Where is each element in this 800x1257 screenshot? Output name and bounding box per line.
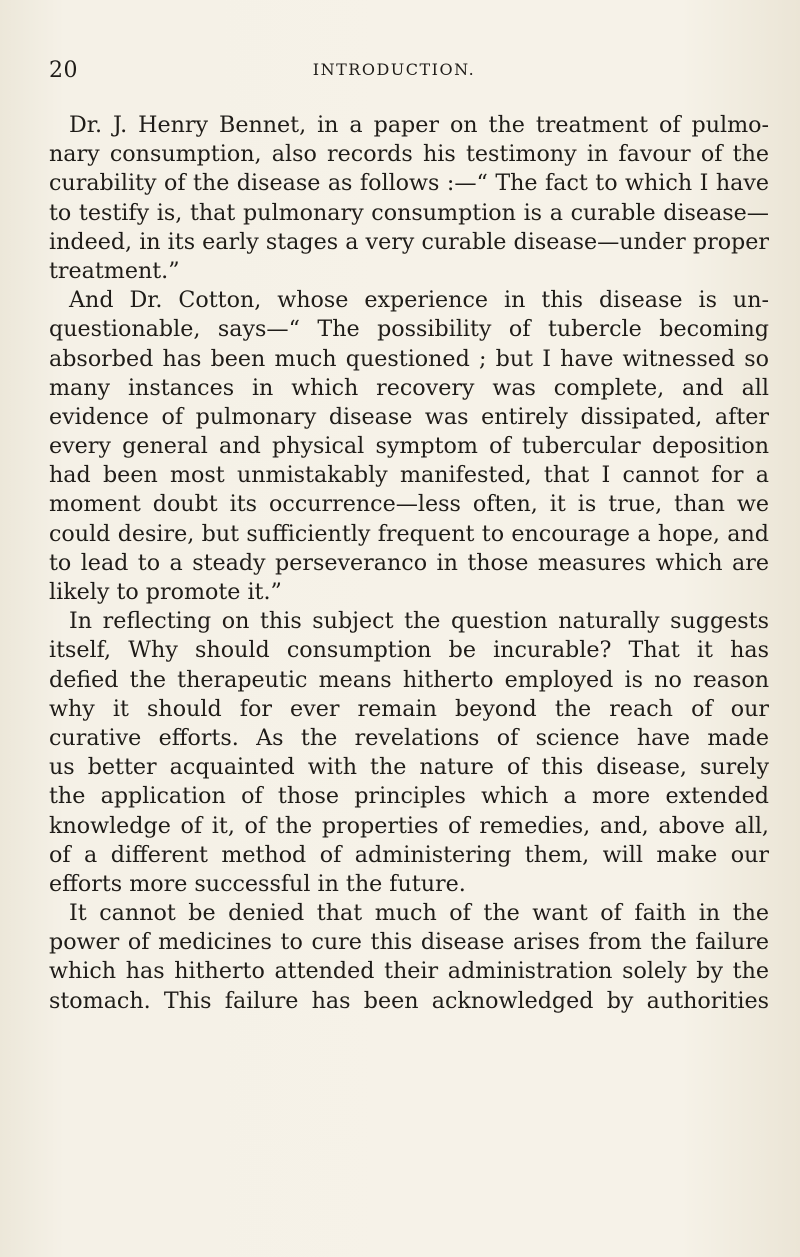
text-line: curative efforts. As the revelations of science have made: [49, 724, 769, 751]
text-line: the application of those principles which a more extended: [49, 783, 769, 810]
text-line: many instances in which recovery was complete, and all: [49, 374, 769, 401]
text-line: It cannot be denied that much of the want of faith in the: [69, 900, 769, 927]
text-line: efforts more successful in the future.: [49, 870, 466, 897]
text-line: questionable, says—“ The possibility of tubercle becoming: [49, 316, 769, 343]
text-line: to lead to a steady perseveranco in those measures which are: [49, 549, 769, 576]
text-line: absorbed has been much questioned ; but I have witnessed so: [49, 345, 769, 372]
text-line: could desire, but sufficiently frequent to encourage a hope, and: [49, 520, 769, 547]
text-line: why it should for ever remain beyond the reach of our: [49, 695, 769, 722]
text-line: every general and physical symptom of tubercular deposition: [49, 433, 769, 460]
text-line: stomach. This failure has been acknowledged by authorities: [49, 987, 769, 1014]
text-line: Dr. J. Henry Bennet, in a paper on the treatment of pulmo-: [69, 112, 769, 138]
text-line: indeed, in its early stages a very curable disease—under proper: [49, 228, 769, 255]
text-line: moment doubt its occurrence—less often, it is true, than we: [49, 491, 769, 518]
text-line: to testify is, that pulmonary consumption is a curable disease—: [49, 199, 769, 226]
text-line: defied the therapeutic means hitherto employed is no reason: [49, 666, 769, 693]
text-line: which has hitherto attended their administration solely by the: [49, 958, 769, 985]
text-line: evidence of pulmonary disease was entirely dissipated, after: [49, 403, 769, 430]
text-line: knowledge of it, of the properties of remedies, and, above all,: [49, 812, 769, 839]
page-number: 20: [49, 58, 78, 83]
text-line: of a different method of administering them, will make our: [49, 841, 769, 868]
text-line: had been most unmistakably manifested, that I cannot for a: [49, 462, 769, 489]
text-line: us better acquainted with the nature of this disease, surely: [49, 754, 769, 781]
text-line: nary consumption, also records his testimony in favour of the: [49, 141, 769, 168]
text-line: And Dr. Cotton, whose experience in this disease is un-: [69, 287, 769, 314]
text-line: In reflecting on this subject the question naturally suggests: [69, 608, 769, 635]
text-line: power of medicines to cure this disease arises from the failure: [49, 929, 769, 956]
text-line: treatment.”: [49, 257, 180, 284]
text-line: likely to promote it.”: [49, 579, 282, 605]
text-line: itself, Why should consumption be incurable? That it has: [49, 637, 769, 664]
text-line: curability of the disease as follows :—“ The fact to which I have: [49, 170, 769, 197]
body-text: [49, 111, 769, 1016]
running-head: INTRODUCTION.: [312, 60, 476, 79]
page-header: [49, 58, 739, 88]
